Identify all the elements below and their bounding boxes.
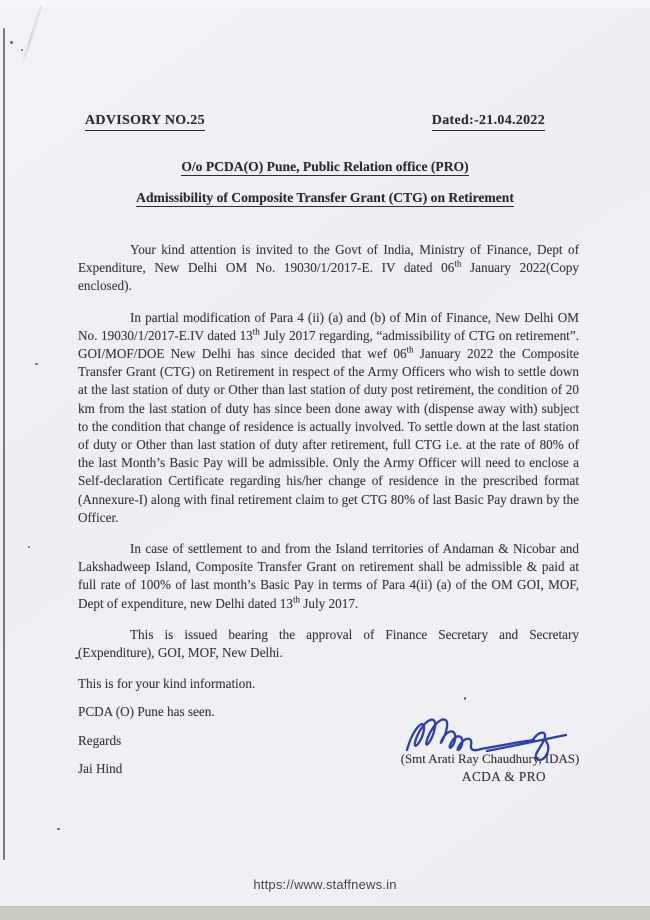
scan-speck xyxy=(28,546,30,548)
signatory-designation: ACDA & PRO xyxy=(461,769,547,784)
closing-line-regards: Regards xyxy=(78,732,122,748)
subject-line-text: Admissibility of Composite Transfer Grant (CTG) on Retirement xyxy=(136,190,514,205)
scan-top-light-band xyxy=(0,0,650,8)
paragraph-3: In case of settlement to and from the Island territories of Andaman & Nicobar and Lakshadweep Island, Composite Transfer Grant on retirement shall be admissible & paid at full rate of 100% of last month’s Basic Pay in terms of Para 4(ii) (a) of the OM GOI, MOF, Dept of expenditure, new Delhi dated 13th July 2017. xyxy=(78,541,579,611)
closing-line-info: This is for your kind information. xyxy=(78,676,256,692)
paragraph-4: This is issued bearing the approval of Finance Secretary and Secretary (Expenditure), GOI, MOF, New Delhi. xyxy=(78,626,579,661)
letter-date: Dated:-21.04.2022 xyxy=(432,113,545,131)
paper-crease-mark xyxy=(20,5,43,67)
signatory-name: (Smt Arati Ray Chaudhury, IDAS) xyxy=(400,752,580,766)
office-line-text: O/o PCDA(O) Pune, Public Relation office (PRO) xyxy=(181,159,469,174)
letter-header-row xyxy=(85,113,545,131)
subject-line xyxy=(0,190,650,206)
scan-speck xyxy=(21,49,23,51)
paragraph-2: In partial modification of Para 4 (ii) (a) and (b) of Min of Finance, New Delhi OM No. 19030/1/2017-E.IV dated 13th July 2017 regarding, “admissibility of CTG on retirement”. GOI/MOF/DOE New Delhi has since decided that wef 06th January 2022 the Composite Transfer Grant (CTG) on Retirement in respect of the Army Officers who wish to settle down at the last station of duty or Other than last station of duty post retirement, the condition of 20 km from the last station of duty has since been done away with (dispense away with) subject to the condition that change of residence is actually involved. To settle down at the last station of duty or Other than last station of duty after retirement, full CTG i.e. at the rate of 80% of the last Month’s Basic Pay will be admissible. Only the Army Officer will need to enclose a Self-declaration Certificate regarding his/her change of residence in the prescribed format (Annexure-I) along with final retirement claim to get CTG 80% of last Basic Pay drawn by the Officer. xyxy=(78,309,579,525)
signature-block xyxy=(385,710,595,795)
footer-source-url: https://www.staffnews.in xyxy=(253,877,397,892)
advisory-number: ADVISORY NO.25 xyxy=(85,113,205,131)
office-line xyxy=(0,159,650,175)
scan-left-edge-shadow xyxy=(3,28,5,860)
paragraph-1: Your kind attention is invited to the Govt of India, Ministry of Finance, Dept of Expenditure, New Delhi OM No. 19030/1/2017-E. IV dated 06th January 2022(Copy enclosed). xyxy=(78,242,579,294)
letter-body xyxy=(78,241,579,778)
closing-line-seen: PCDA (O) Pune has seen. xyxy=(78,704,215,720)
scan-speck xyxy=(35,363,38,365)
scan-speck xyxy=(10,41,13,44)
scan-speck xyxy=(57,828,60,830)
scan-bottom-edge xyxy=(0,906,650,920)
closing-line-jai-hind: Jai Hind xyxy=(78,760,123,776)
